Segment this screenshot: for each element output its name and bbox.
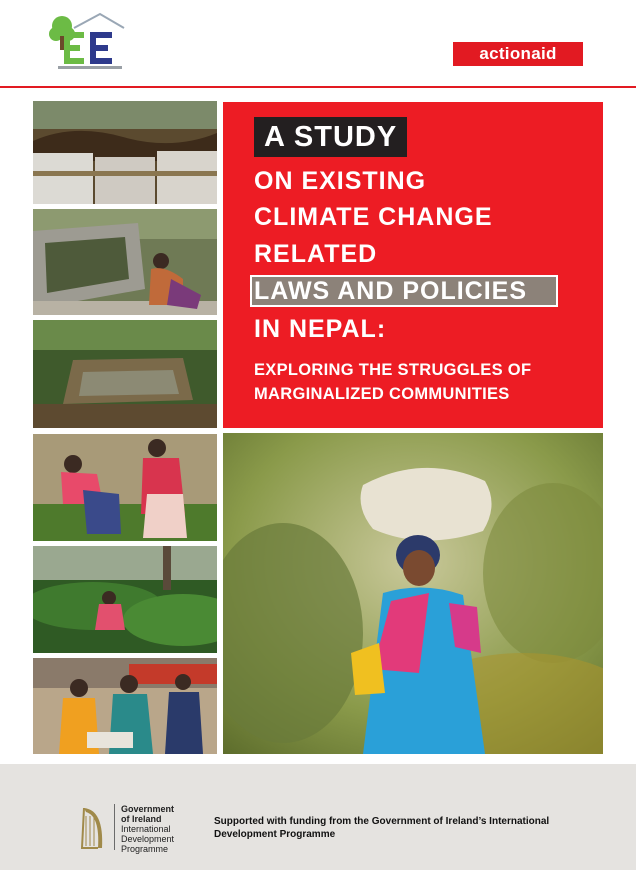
title-line-3: RELATED <box>254 240 378 268</box>
photo-tea-garden <box>33 546 217 653</box>
title-line-4: LAWS AND POLICIES <box>254 277 528 305</box>
header-rule <box>0 86 636 88</box>
photo-compost-bags <box>33 101 217 204</box>
title-study-tag: A STUDY <box>254 117 407 157</box>
gov-divider <box>114 804 115 850</box>
gov-line-4: Development <box>121 834 175 844</box>
subtitle-line-2: MARGINALIZED COMMUNITIES <box>254 385 510 403</box>
funding-support-text: Supported with funding from the Government of Ireland’s International Development Programme <box>214 816 550 840</box>
photo-water-tank <box>33 209 217 315</box>
title-line-1: ON EXISTING <box>254 167 427 195</box>
title-line-2: CLIMATE CHANGE <box>254 203 493 231</box>
photo-market-women <box>33 658 217 754</box>
gov-line-1: Government <box>121 804 175 814</box>
subtitle-line-1: EXPLORING THE STRUGGLES OF <box>254 361 532 379</box>
ee-logo-caption <box>58 66 122 69</box>
actionaid-logo: actionaid <box>453 42 583 66</box>
ee-logo <box>48 10 126 74</box>
gov-line-3: International <box>121 824 171 834</box>
photo-women-field <box>33 434 217 541</box>
photo-woman-carrying-sack <box>223 433 603 754</box>
harp-emblem-icon <box>78 804 108 852</box>
gov-line-2: of Ireland <box>121 814 162 824</box>
photo-pond <box>33 320 217 428</box>
gov-line-5: Programme <box>121 844 169 854</box>
title-line-5: IN NEPAL: <box>254 315 387 343</box>
header <box>0 0 636 86</box>
gov-ireland-label <box>121 804 174 854</box>
